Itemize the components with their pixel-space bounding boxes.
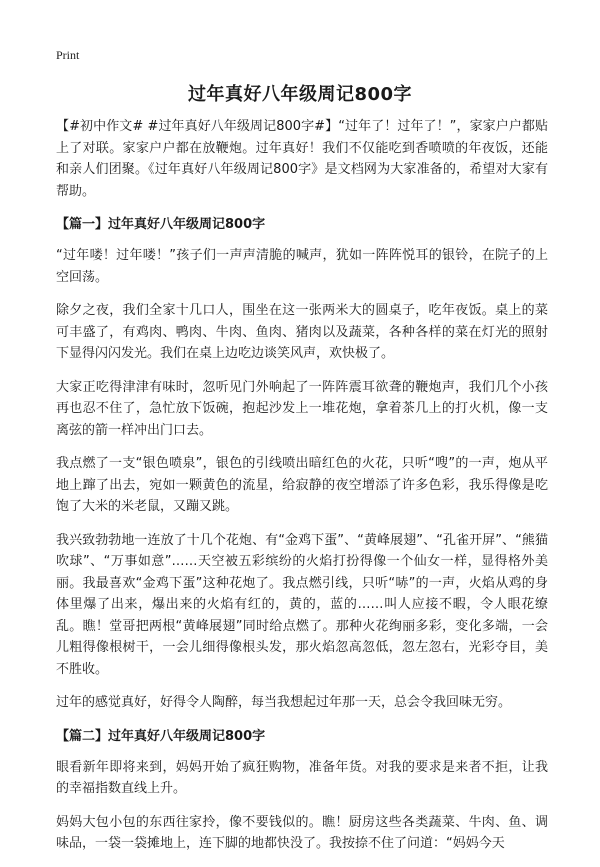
paragraph: 我点燃了一支“银色喷泉”，银色的引线喷出暗红色的火花，只听“嗖”的一声，炮从平地上蹿了出去，宛如一颗黄色的流星，给寂静的夜空增添了许多色彩，我乐得像是吃饱了大米的米老鼠，又蹦又跳。 [56, 456, 548, 514]
paragraph: 我兴致勃勃地一连放了十几个花炮、有“金鸡下蛋”、“黄峰展翅”、“孔雀开屏”、“熊猫吹球”、“万事如意”……天空被五彩缤纷的火焰打扮得像一个仙女一样，显得格外美丽。我最喜欢“金鸡下蛋”这种花炮了。我点燃引线，只听“哧”的一声，火焰从鸡的身体里爆了出来，爆出来的火焰有红的，黄的，蓝的……叫人应接不暇，令人眼花缭乱。瞧！堂哥把两根“黄峰展翅”同时给点燃了。那种火花绚丽多彩，变化多端，一会儿粗得像根树干，一会儿细得像根头发，那火焰忽高忽低，忽左忽右，光彩夺目，美不胜收。 [56, 532, 548, 677]
section-heading-2: 【篇二】过年真好八年级周记800字 [56, 728, 266, 744]
print-link[interactable]: Print [56, 48, 80, 62]
intro-paragraph: 【#初中作文# #过年真好八年级周记800字#】“过年了！过年了！”，家家户户都贴上了对联。家家户户都在放鞭炮。过年真好！我们不仅能吃到香喷喷的年夜饭，还能和亲人们团聚。《过年真好八年级周记800字》是文档网为大家准备的，希望对大家有帮助。 [56, 119, 548, 199]
paragraph: 眼看新年即将来到，妈妈开始了疯狂购物，准备年货。对我的要求是来者不拒，让我的幸福指数直线上升。 [56, 759, 548, 796]
paragraph: “过年喽！过年喽！”孩子们一声声清脆的喊声，犹如一阵阵悦耳的银铃，在院子的上空回荡。 [56, 248, 548, 285]
page-title: 过年真好八年级周记800字 [187, 84, 413, 105]
paragraph: 大家正吃得津津有味时，忽听见门外响起了一阵阵震耳欲聋的鞭炮声，我们几个小孩再也忍不住了，急忙放下饭碗，抱起沙发上一堆花炮，拿着茶几上的打火机，像一支离弦的箭一样冲出门口去。 [56, 379, 548, 438]
paragraph: 妈妈大包小包的东西往家拎，像不要钱似的。瞧！厨房这些各类蔬菜、牛肉、鱼、调味品，一袋一袋摊地上，连下脚的地都快没了。我按捺不住了问道：“妈妈今天 [56, 814, 548, 851]
section-heading-1: 【篇一】过年真好八年级周记800字 [56, 217, 266, 232]
article-body [56, 116, 548, 867]
paragraph: 过年的感觉真好，好得令人陶醉，每当我想起过年那一天，总会令我回味无穷。 [56, 695, 512, 710]
paragraph: 除夕之夜，我们全家十几口人，围坐在这一张两米大的圆桌子，吃年夜饭。桌上的菜可丰盛了，有鸡肉、鸭肉、牛肉、鱼肉、猪肉以及蔬菜，各种各样的菜在灯光的照射下显得闪闪发光。我们在桌上边吃边谈笑风声，欢快极了。 [56, 303, 548, 361]
